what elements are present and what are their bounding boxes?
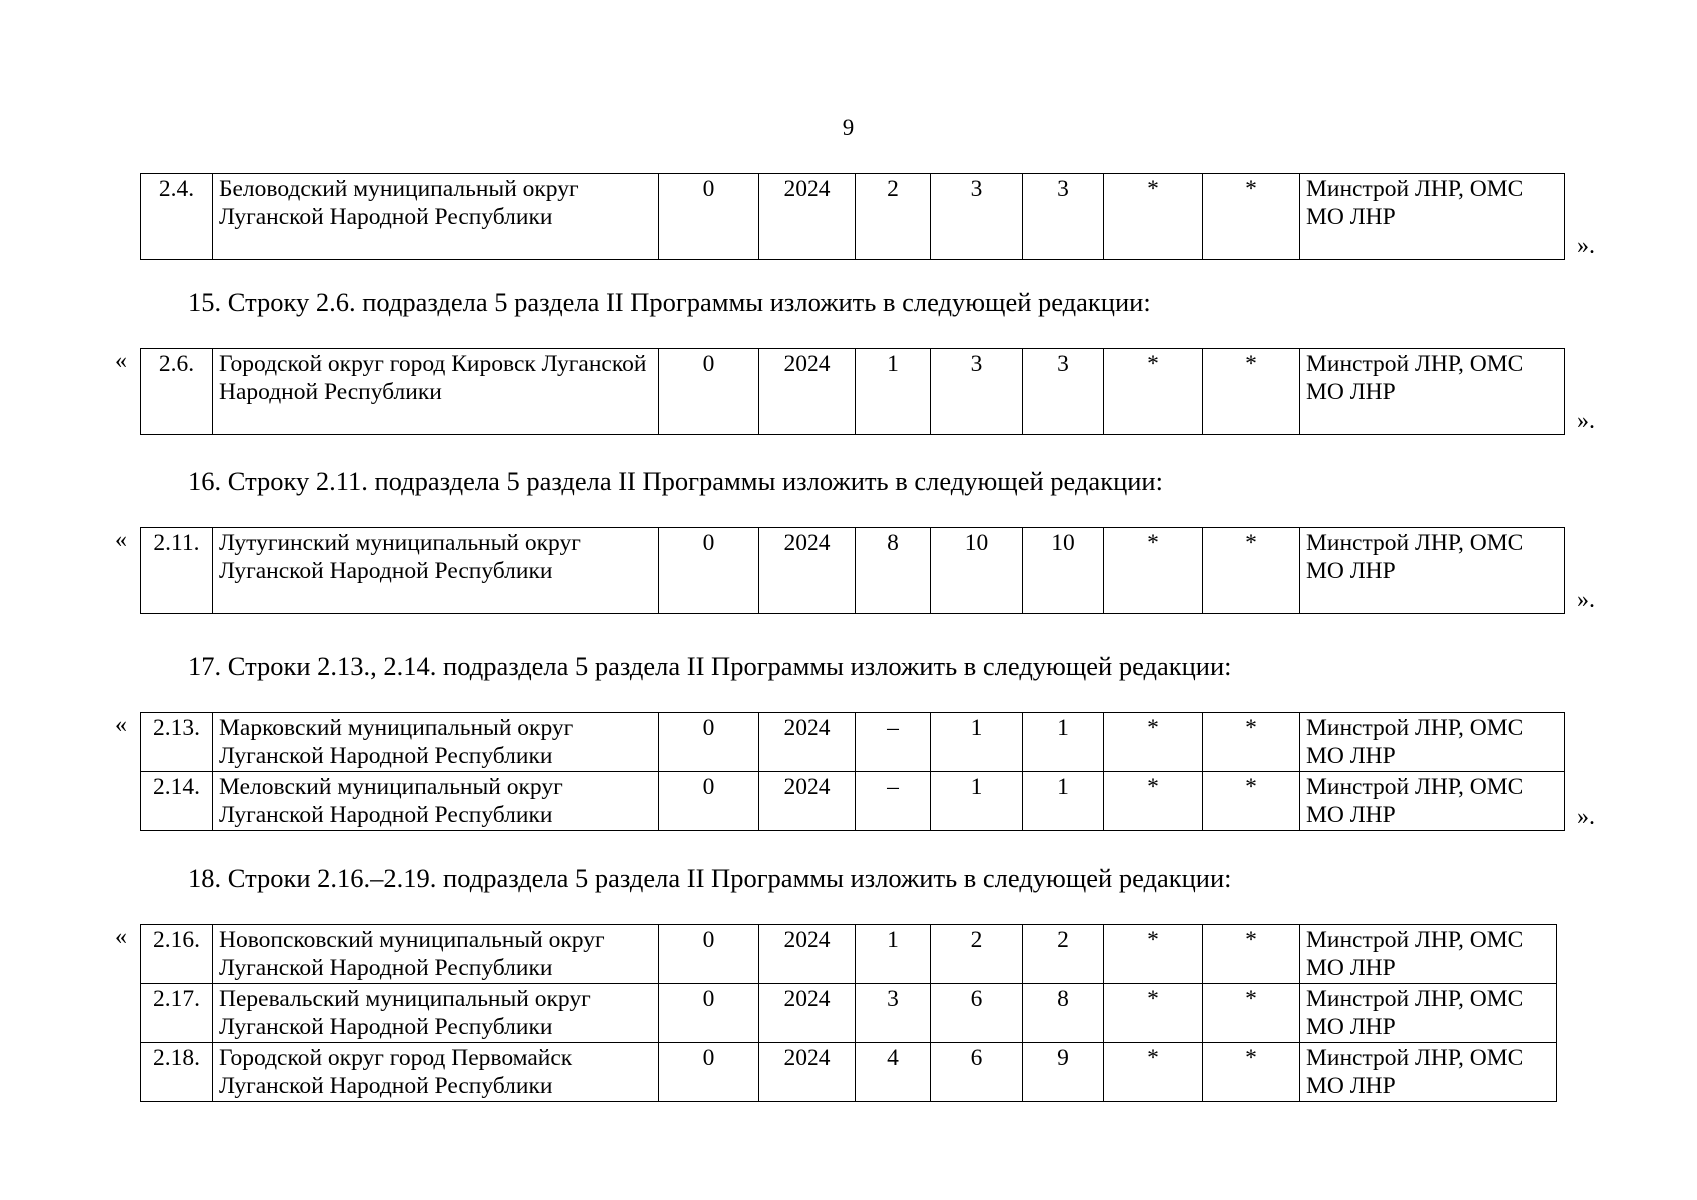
row-number-cell: 2.13. xyxy=(141,713,213,772)
year-cell: 2024 xyxy=(759,1043,856,1102)
program-table xyxy=(140,924,1557,1102)
opening-quote: « xyxy=(115,924,127,950)
value-cell: 3 xyxy=(931,349,1023,435)
table-row xyxy=(141,1043,1557,1102)
year-cell: 2024 xyxy=(759,772,856,831)
value-cell: 0 xyxy=(659,174,759,260)
responsible-cell: Минстрой ЛНР, ОМС МО ЛНР xyxy=(1300,174,1565,260)
value-cell: 3 xyxy=(1023,349,1104,435)
municipality-name-cell: Меловский муниципальный округ Луганской Народной Республики xyxy=(213,772,659,831)
value-cell: 6 xyxy=(931,984,1023,1043)
value-cell: 4 xyxy=(856,1043,931,1102)
opening-quote: « xyxy=(115,527,127,553)
row-number-cell: 2.17. xyxy=(141,984,213,1043)
responsible-cell: Минстрой ЛНР, ОМС МО ЛНР xyxy=(1300,713,1565,772)
program-table xyxy=(140,712,1565,831)
value-cell: 8 xyxy=(856,528,931,614)
value-cell: 0 xyxy=(659,925,759,984)
row-number-cell: 2.4. xyxy=(141,174,213,260)
amended-table-block xyxy=(115,712,1595,831)
value-cell: 0 xyxy=(659,528,759,614)
value-cell: 1 xyxy=(856,925,931,984)
table-row xyxy=(141,984,1557,1043)
year-cell: 2024 xyxy=(759,984,856,1043)
value-cell: 1 xyxy=(1023,713,1104,772)
responsible-cell: Минстрой ЛНР, ОМС МО ЛНР xyxy=(1300,772,1565,831)
year-cell: 2024 xyxy=(759,349,856,435)
municipality-name-cell: Марковский муниципальный округ Луганской Народной Республики xyxy=(213,713,659,772)
amended-table-block xyxy=(140,173,1595,260)
closing-quote: ». xyxy=(1577,587,1595,613)
amended-table-block xyxy=(115,527,1595,614)
value-cell: * xyxy=(1203,713,1300,772)
value-cell: * xyxy=(1104,1043,1203,1102)
responsible-cell: Минстрой ЛНР, ОМС МО ЛНР xyxy=(1300,925,1557,984)
value-cell: * xyxy=(1203,925,1300,984)
amendment-heading: 16. Строку 2.11. подраздела 5 раздела II Программы изложить в следующей редакции: xyxy=(188,466,1163,496)
value-cell: 8 xyxy=(1023,984,1104,1043)
value-cell: 3 xyxy=(1023,174,1104,260)
table-row xyxy=(141,713,1565,772)
program-table xyxy=(140,173,1565,260)
value-cell: * xyxy=(1203,174,1300,260)
value-cell: 0 xyxy=(659,984,759,1043)
table-row xyxy=(141,528,1565,614)
value-cell: 2 xyxy=(1023,925,1104,984)
value-cell: 0 xyxy=(659,1043,759,1102)
value-cell: * xyxy=(1203,349,1300,435)
page-number: 9 xyxy=(842,115,855,140)
value-cell: 6 xyxy=(931,1043,1023,1102)
value-cell: 0 xyxy=(659,713,759,772)
value-cell: 3 xyxy=(931,174,1023,260)
value-cell: – xyxy=(856,772,931,831)
table-row xyxy=(141,925,1557,984)
value-cell: * xyxy=(1203,984,1300,1043)
row-number-cell: 2.16. xyxy=(141,925,213,984)
row-number-cell: 2.14. xyxy=(141,772,213,831)
value-cell: * xyxy=(1104,528,1203,614)
responsible-cell: Минстрой ЛНР, ОМС МО ЛНР xyxy=(1300,528,1565,614)
opening-quote: « xyxy=(115,712,127,738)
value-cell: * xyxy=(1104,174,1203,260)
program-table xyxy=(140,527,1565,614)
value-cell: 2 xyxy=(856,174,931,260)
municipality-name-cell: Городской округ город Первомайск Луганской Народной Республики xyxy=(213,1043,659,1102)
year-cell: 2024 xyxy=(759,174,856,260)
table-row xyxy=(141,349,1565,435)
value-cell: 1 xyxy=(931,713,1023,772)
value-cell: 0 xyxy=(659,349,759,435)
value-cell: * xyxy=(1104,772,1203,831)
closing-quote: ». xyxy=(1577,233,1595,259)
value-cell: 0 xyxy=(659,772,759,831)
value-cell: 3 xyxy=(856,984,931,1043)
value-cell: * xyxy=(1104,349,1203,435)
value-cell: 1 xyxy=(931,772,1023,831)
amendment-heading: 17. Строки 2.13., 2.14. подраздела 5 раздела II Программы изложить в следующей редакции: xyxy=(188,651,1232,681)
year-cell: 2024 xyxy=(759,925,856,984)
table-row xyxy=(141,772,1565,831)
program-table xyxy=(140,348,1565,435)
municipality-name-cell: Перевальский муниципальный округ Луганской Народной Республики xyxy=(213,984,659,1043)
value-cell: 10 xyxy=(931,528,1023,614)
municipality-name-cell: Новопсковский муниципальный округ Луганской Народной Республики xyxy=(213,925,659,984)
row-number-cell: 2.6. xyxy=(141,349,213,435)
municipality-name-cell: Лутугинский муниципальный округ Луганской Народной Республики xyxy=(213,528,659,614)
year-cell: 2024 xyxy=(759,713,856,772)
value-cell: * xyxy=(1203,772,1300,831)
value-cell: 9 xyxy=(1023,1043,1104,1102)
value-cell: 2 xyxy=(931,925,1023,984)
row-number-cell: 2.18. xyxy=(141,1043,213,1102)
value-cell: * xyxy=(1104,925,1203,984)
responsible-cell: Минстрой ЛНР, ОМС МО ЛНР xyxy=(1300,984,1557,1043)
row-number-cell: 2.11. xyxy=(141,528,213,614)
value-cell: * xyxy=(1203,528,1300,614)
responsible-cell: Минстрой ЛНР, ОМС МО ЛНР xyxy=(1300,1043,1557,1102)
value-cell: * xyxy=(1104,713,1203,772)
year-cell: 2024 xyxy=(759,528,856,614)
value-cell: * xyxy=(1104,984,1203,1043)
opening-quote: « xyxy=(115,348,127,374)
value-cell: 10 xyxy=(1023,528,1104,614)
amendment-heading: 18. Строки 2.16.–2.19. подраздела 5 раздела II Программы изложить в следующей редакции: xyxy=(188,863,1232,893)
closing-quote: ». xyxy=(1577,408,1595,434)
closing-quote: ». xyxy=(1577,804,1595,830)
table-row xyxy=(141,174,1565,260)
value-cell: * xyxy=(1203,1043,1300,1102)
value-cell: – xyxy=(856,713,931,772)
amendment-heading: 15. Строку 2.6. подраздела 5 раздела II Программы изложить в следующей редакции: xyxy=(188,287,1151,317)
amended-table-block xyxy=(115,924,1557,1102)
municipality-name-cell: Городской округ город Кировск Луганской Народной Республики xyxy=(213,349,659,435)
value-cell: 1 xyxy=(1023,772,1104,831)
value-cell: 1 xyxy=(856,349,931,435)
amended-table-block xyxy=(115,348,1595,435)
responsible-cell: Минстрой ЛНР, ОМС МО ЛНР xyxy=(1300,349,1565,435)
municipality-name-cell: Беловодский муниципальный округ Луганской Народной Республики xyxy=(213,174,659,260)
